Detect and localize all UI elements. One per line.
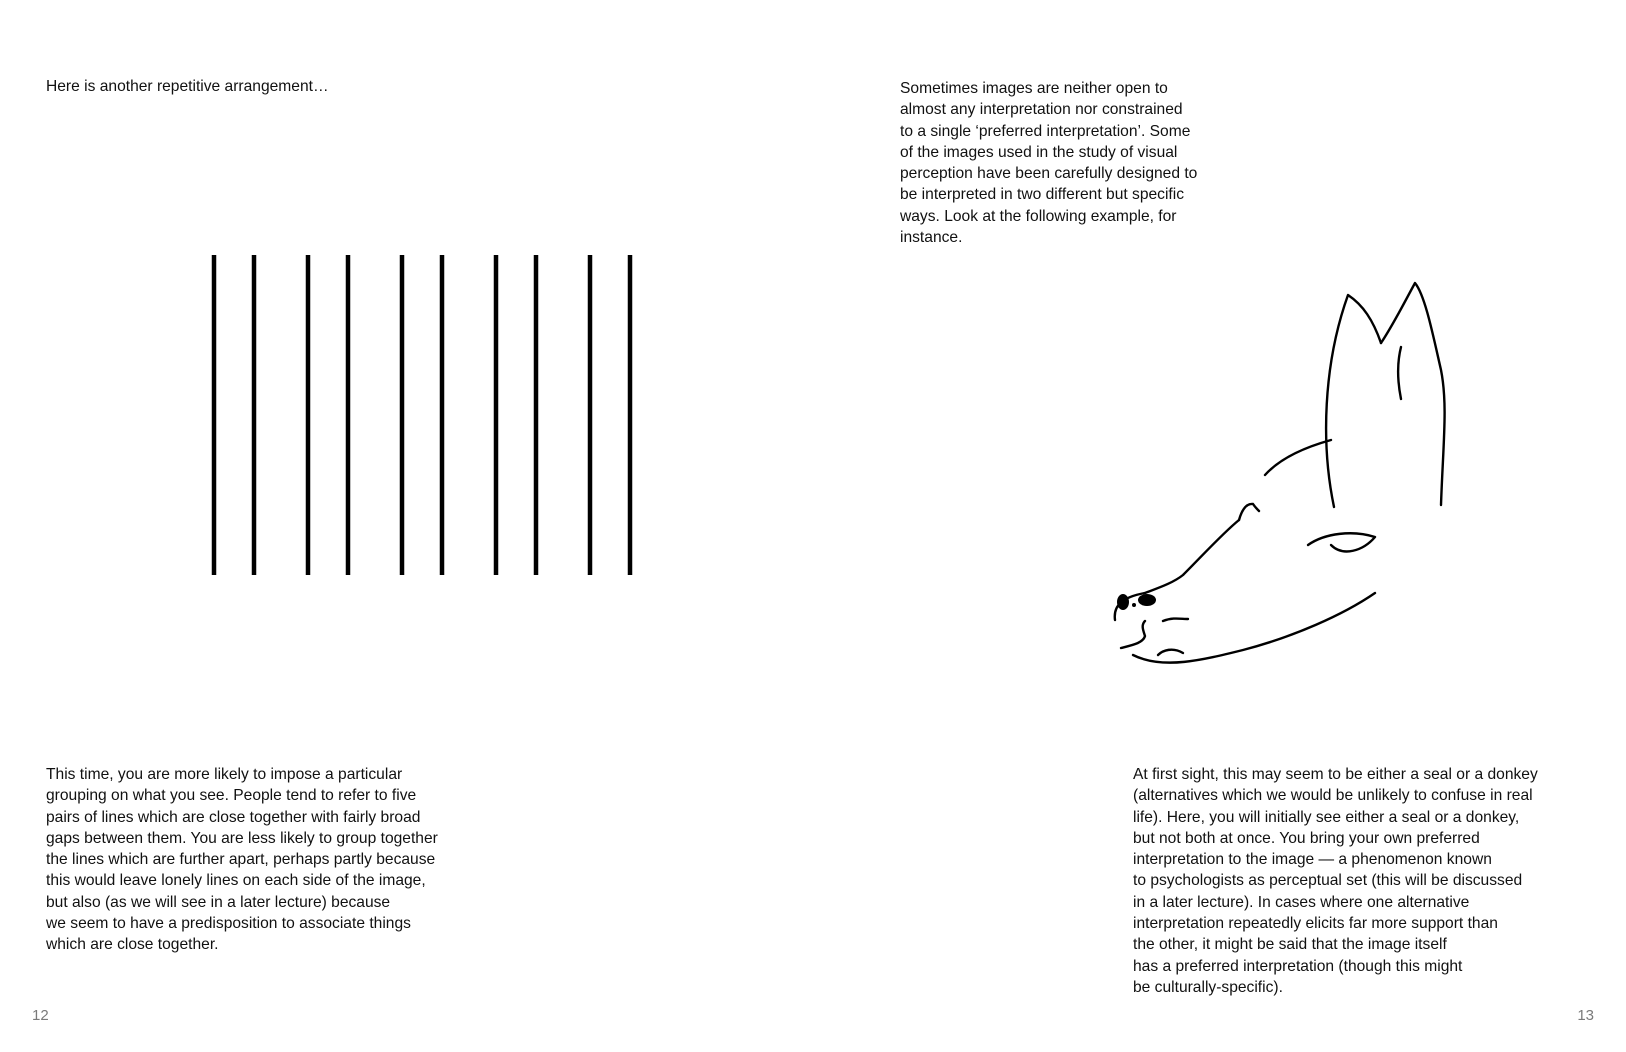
jaw-line <box>1133 593 1375 663</box>
nostril-left <box>1117 594 1129 610</box>
left-body-text: This time, you are more likely to impose a particular grouping on what you see. People tend to refer to five pairs of lines which are close together with fairly broad gaps between them. You are less likely to group together the lines which are further apart, perhaps partly because this would leave lonely lines on each side of the image, but also (as we will see in a later lecture) because we seem to have a predisposition to associate things which are close together. <box>46 766 438 954</box>
nostril-right <box>1138 594 1156 606</box>
right-intro-text: Sometimes images are neither open to almost any interpretation nor constrained to a single ‘preferred interpretation’. Some of the images used in the study of visual perception have been carefully designed to be interpreted in two different but specific ways. Look at the following example, for instance. <box>900 80 1198 247</box>
forehead-line <box>1239 504 1259 520</box>
left-ear-outline <box>1326 295 1381 507</box>
seal-donkey-drawing <box>1103 275 1453 695</box>
right-ear-outline <box>1381 283 1445 505</box>
inner-ear-line <box>1398 347 1401 399</box>
nostril-dot <box>1132 603 1136 607</box>
whisker-line <box>1163 619 1188 622</box>
eye-outline <box>1308 533 1375 551</box>
page-number-right: 13 <box>1577 1007 1594 1024</box>
left-intro-text: Here is another repetitive arrangement… <box>46 78 329 95</box>
chin-line <box>1158 650 1183 655</box>
page-number-left: 12 <box>32 1007 49 1024</box>
right-body-text: At first sight, this may seem to be either a seal or a donkey (alternatives which we would be unlikely to confuse in real life). Here, you will initially see either a seal or a donkey, but not both at once. You bring your own preferred interpretation to the image — a phenomenon known to psychologists as perceptual set (this will be discussed in a later lecture). In cases where one alternative interpretation repeatedly elicits far more support than the other, it might be said that the image itself has a preferred interpretation (though this might be culturally-specific). <box>1133 766 1538 996</box>
right-page <box>813 0 1626 1052</box>
neck-line <box>1265 440 1331 475</box>
mouth-line <box>1121 621 1145 648</box>
paired-lines-figure <box>210 255 670 585</box>
face-top-line <box>1145 520 1239 593</box>
vertical-lines-group <box>214 255 630 575</box>
